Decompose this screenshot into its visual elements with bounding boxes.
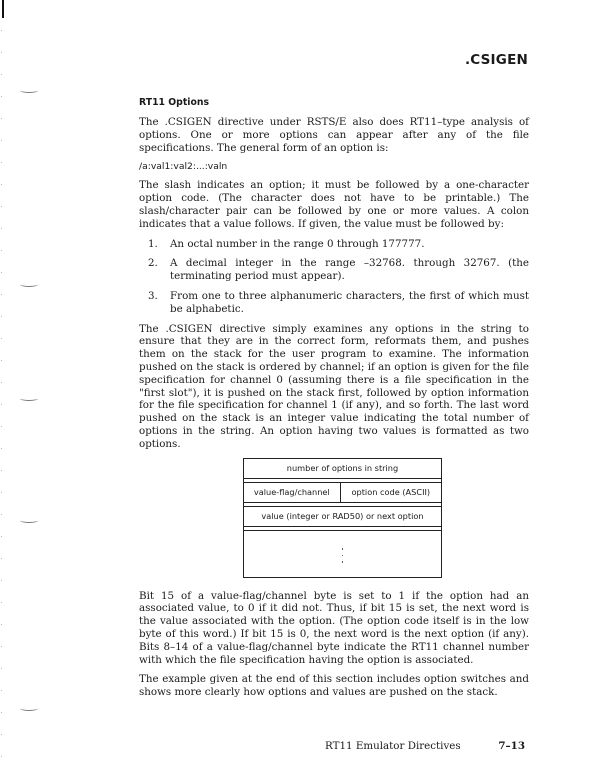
page-number: 7–13 xyxy=(498,740,525,752)
diagram-value-row: value (integer or RAD50) or next option xyxy=(244,507,441,527)
page-footer xyxy=(325,740,525,752)
list-item xyxy=(139,290,529,316)
binder-mark xyxy=(20,518,38,523)
intro-paragraph: The .CSIGEN directive under RSTS/E also does RT11–type analysis of options. One or more options can appear after any of the file specifications. The general form of an option is: xyxy=(139,116,529,154)
binder-mark xyxy=(20,706,38,711)
diagram-option-code-cell: option code (ASCII) xyxy=(340,483,441,502)
list-number: 3. xyxy=(148,289,158,302)
diagram-flag-row xyxy=(244,483,441,503)
bit15-paragraph: Bit 15 of a value-flag/channel byte is set to 1 if the option had an associated value, to 0 if it did not. Thus, if bit 15 is set, the next word is the value associated with the option. (The option code itself is in the low byte of this word.) If bit 15 is 0, the next word is the next option (if any). Bits 8–14 of a value-flag/channel byte indicate the RT11 channel number with which the file specification having the option is associated. xyxy=(139,589,529,666)
list-text: A decimal integer in the range –32768. through 32767. (the terminating period must appear). xyxy=(170,257,529,283)
list-number: 1. xyxy=(148,237,158,250)
left-edge-bar xyxy=(2,0,4,18)
footer-title: RT11 Emulator Directives xyxy=(325,740,461,752)
list-text: From one to three alphanumeric characters, the first of which must be alphabetic. xyxy=(170,289,529,315)
page-content xyxy=(139,97,529,706)
stack-diagram xyxy=(243,458,442,578)
section-title: .CSIGEN xyxy=(464,52,528,68)
list-text: An octal number in the range 0 through 177777. xyxy=(170,237,425,250)
diagram-value-flag-cell: value-flag/channel xyxy=(253,487,330,498)
stack-paragraph: The .CSIGEN directive simply examines any options in the string to ensure that they are in the correct form, reformats them, and pushes them on the stack for the user program to examine. The information pushed on the stack is ordered by channel; if an option is given for the file specification for channel 0 (assuming there is a file specification in the "first slot"), it is pushed on the stack first, followed by option information for the file specification for channel 1 (if any), and so forth. The last word pushed on the stack is an integer value indicating the total number of options in the string. An option having two values is formatted as two options. xyxy=(139,322,529,450)
subheading: RT11 Options xyxy=(139,97,209,108)
list-item xyxy=(139,257,529,283)
option-form: /a:val1:val2:...:valn xyxy=(139,161,228,173)
diagram-continuation-row xyxy=(244,531,441,577)
list-item xyxy=(139,238,529,251)
binder-mark xyxy=(20,88,38,93)
page-edge-dots xyxy=(1,30,2,770)
diagram-option-count-row: number of options in string xyxy=(244,459,441,479)
list-number: 2. xyxy=(148,257,158,270)
ellipsis-dots xyxy=(342,544,343,562)
binder-mark xyxy=(20,282,38,287)
binder-mark xyxy=(20,396,38,401)
slash-paragraph: The slash indicates an option; it must be followed by a one-character option code. (The character does not have to be printable.) The slash/character pair can be followed by one or more values. A colon indicates that a value follows. If given, the value must be followed by: xyxy=(139,179,529,230)
value-list xyxy=(139,238,529,316)
example-paragraph: The example given at the end of this section includes option switches and shows more clearly how options and values are pushed on the stack. xyxy=(139,673,529,699)
